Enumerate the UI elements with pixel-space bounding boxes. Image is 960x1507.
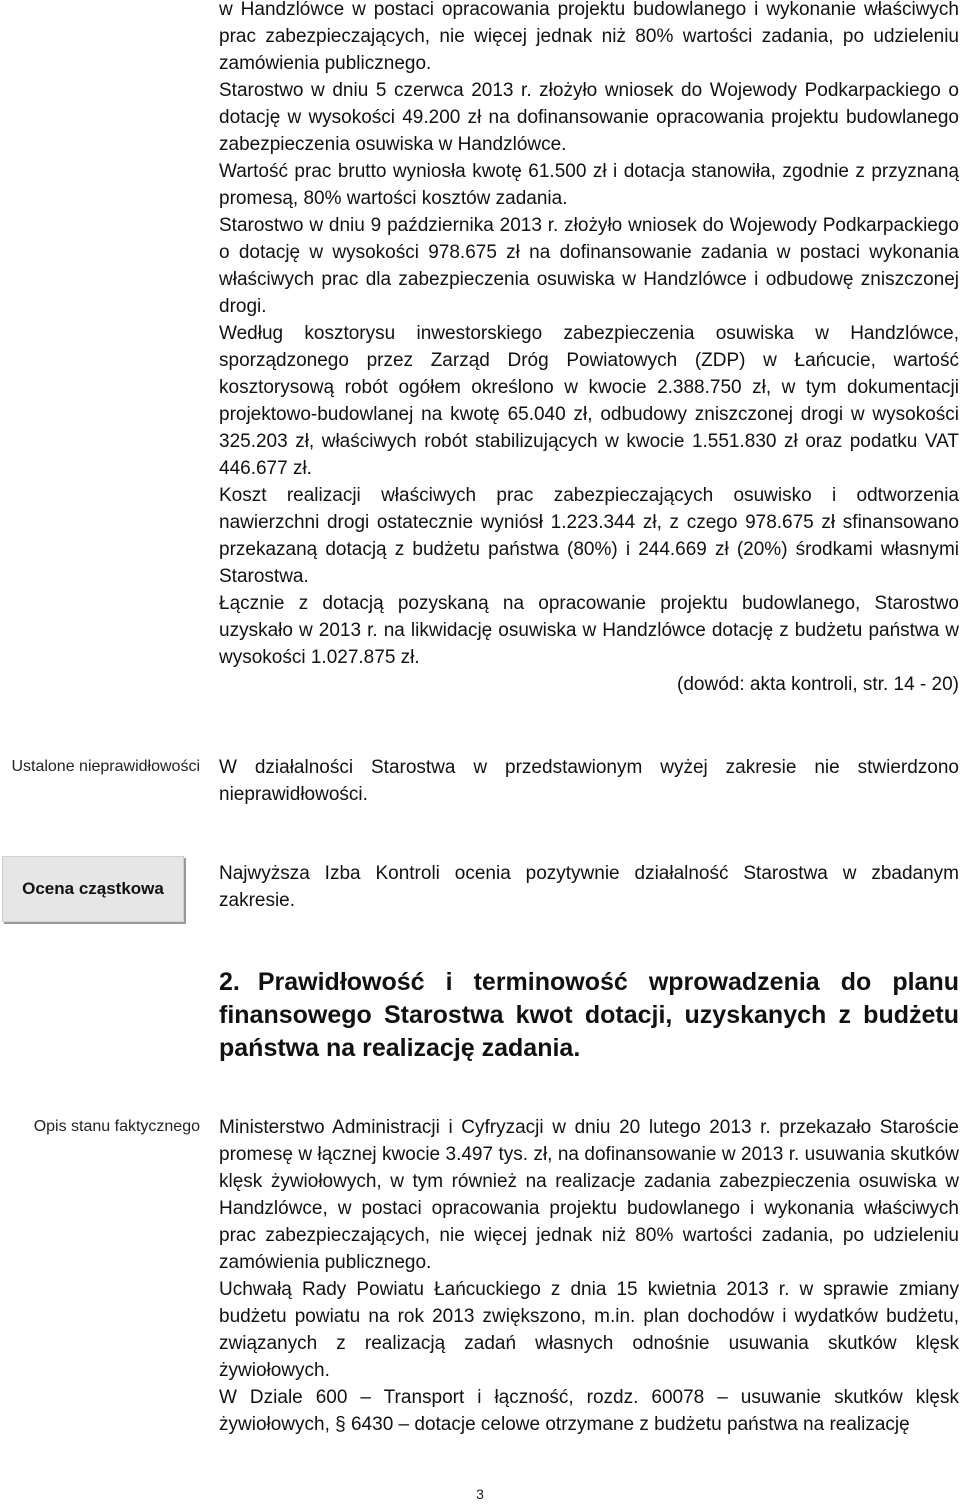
- paragraph: Wartość prac brutto wyniosła kwotę 61.500 zł i dotacja stanowiła, zgodnie z przyznaną promesą, 80% wartości kosztów zadania.: [219, 161, 959, 209]
- section-heading: [219, 966, 959, 1065]
- ocena-czastkowa-box: [2, 856, 184, 922]
- paragraph: Według kosztorysu inwestorskiego zabezpieczenia osuwiska w Handzlówce, sporządzonego przez Zarząd Dróg Powiatowych (ZDP) w Łańcucie, wartość kosztorysową robót ogółem określono w kwocie 2.388.750 zł, w tym dokumentacji projektowo-budowlanej na kwotę 65.040 zł, odbudowy zniszczonej drogi w wysokości 325.203 zł, właściwych robót stabilizujących w kwocie 1.551.830 zł oraz podatku VAT 446.677 zł.: [219, 323, 959, 479]
- side-label-ustalone: Ustalone nieprawidłowości: [11, 758, 200, 775]
- assessment-text: Najwyższa Izba Kontroli ocenia pozytywnie działalność Starostwa w zbadanym zakresie.: [219, 863, 959, 911]
- paragraph: w Handzlówce w postaci opracowania projektu budowlanego i wykonanie właściwych prac zabezpieczających, nie więcej jednak niż 80% wartości zadania, po udzieleniu zamówienia publicznego.: [219, 0, 959, 74]
- findings-text: W działalności Starostwa w przedstawionym wyżej zakresie nie stwierdzono nieprawidłowości.: [219, 757, 959, 805]
- top-text-block: [219, 0, 959, 698]
- paragraph: Uchwałą Rady Powiatu Łańcuckiego z dnia 15 kwietnia 2013 r. w sprawie zmiany budżetu powiatu na rok 2013 zwiększono, m.in. plan dochodów i wydatków budżetu, związanych z realizacją zadań własnych odnośnie usuwania skutków klęsk żywiołowych.: [219, 1279, 959, 1381]
- side-label-opis: Opis stanu faktycznego: [33, 1118, 200, 1135]
- evidence-reference: (dowód: akta kontroli, str. 14 - 20): [677, 674, 959, 695]
- paragraph: Koszt realizacji właściwych prac zabezpieczających osuwisko i odtworzenia nawierzchni drogi ostatecznie wyniósł 1.223.344 zł, z czego 978.675 zł sfinansowano przekazaną dotacją z budżetu państwa (80%) i 244.669 zł (20%) środkami własnymi Starostwa.: [219, 485, 959, 587]
- ocena-label: Ocena cząstkowa: [22, 879, 164, 898]
- paragraph: Ministerstwo Administracji i Cyfryzacji w dniu 20 lutego 2013 r. przekazało Staroście promesę w łącznej kwocie 3.497 tys. zł, na dofinansowanie w 2013 r. usuwania skutków klęsk żywiołowych, w tym również na realizacje zadania zabezpieczenia osuwiska w Handzlówce, w postaci opracowania projektu budowlanego i wykonania właściwych prac zabezpieczających, nie więcej jednak niż 80% wartości zadania, po udzieleniu zamówienia publicznego.: [219, 1117, 959, 1273]
- paragraph: W Dziale 600 – Transport i łączność, rozdz. 60078 – usuwanie skutków klęsk żywiołowych, § 6430 – dotacje celowe otrzymane z budżetu państwa na realizację: [219, 1387, 959, 1435]
- assessment-block: [219, 860, 959, 914]
- facts-block: [219, 1114, 959, 1438]
- section-title: Prawidłowość i terminowość wprowadzenia do planu finansowego Starostwa kwot dotacji, uzyskanych z budżetu państwa na realizację zadania.: [219, 968, 959, 1062]
- paragraph: Łącznie z dotacją pozyskaną na opracowanie projektu budowlanego, Starostwo uzyskało w 2013 r. na likwidację osuwiska w Handzlówce dotację z budżetu państwa w wysokości 1.027.875 zł.: [219, 593, 959, 668]
- findings-block: [219, 754, 959, 808]
- section-number: 2.: [219, 968, 240, 996]
- page-number: 3: [476, 1486, 484, 1502]
- paragraph: Starostwo w dniu 9 października 2013 r. złożyło wniosek do Wojewody Podkarpackiego o dotację w wysokości 978.675 zł na dofinansowanie zadania w postaci wykonania właściwych prac dla zabezpieczenia osuwiska w Handzlówce i odbudowę zniszczonej drogi.: [219, 215, 959, 317]
- paragraph: Starostwo w dniu 5 czerwca 2013 r. złożyło wniosek do Wojewody Podkarpackiego o dotację w wysokości 49.200 zł na dofinansowanie opracowania projektu budowlanego zabezpieczenia osuwiska w Handzlówce.: [219, 80, 959, 155]
